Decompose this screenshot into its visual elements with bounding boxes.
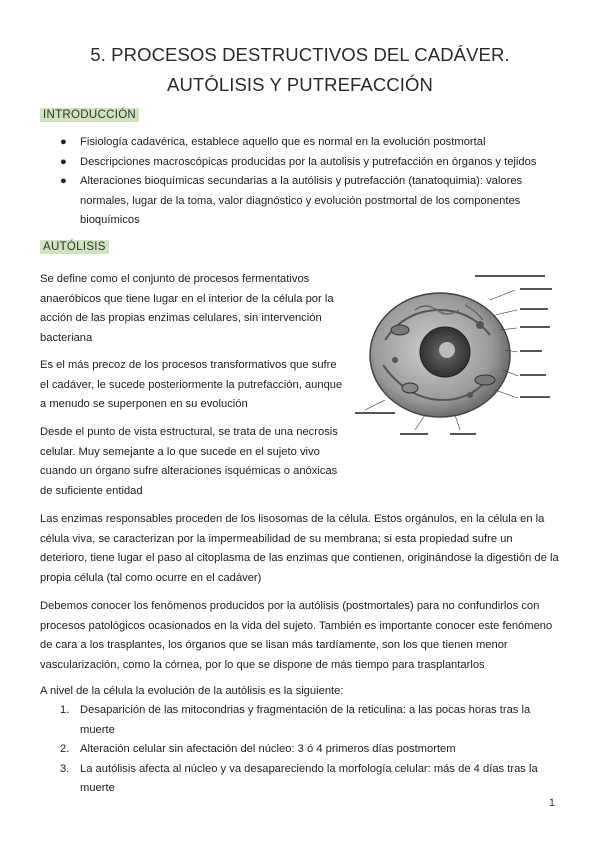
- paragraph: Desde el punto de vista estructural, se trata de una necrosis celular. Muy semejante a lo que sucede en el sujeto vivo cuando un órgano sufre alteraciones isquémicas o anóxicas de suficiente entidad: [40, 426, 338, 497]
- bullet-icon: ●: [60, 136, 67, 148]
- list-item: [40, 133, 560, 153]
- paragraph: A nivel de la célula la evolución de la autólisis es la siguiente:: [40, 685, 344, 697]
- list-item-text: Desaparición de las mitocondrias y fragmentación de la reticulina: a las pocas horas tras la muerte: [80, 704, 531, 736]
- list-item: [40, 701, 560, 740]
- cell-diagram-image: [355, 270, 560, 445]
- list-item: [40, 740, 560, 760]
- section-heading-autolisis: AUTÓLISIS: [40, 240, 109, 254]
- bullet-icon: ●: [60, 175, 67, 187]
- bullet-icon: ●: [60, 155, 67, 168]
- list-number: 3.: [60, 762, 70, 775]
- list-number: 2.: [60, 743, 70, 755]
- list-item-text: Alteración celular sin afectación del núcleo: 3 ó 4 primeros días postmortem: [80, 743, 456, 755]
- bullet-text: Alteraciones bioquímicas secundarias a la autólisis y putrefacción (tanatoquimia): valores normales, lugar de la toma, valor diagnóstico y evolución postmortal de los componentes bioquímicos: [80, 175, 523, 226]
- bullet-text: Descripciones macroscópicas producidas por la autolisis y putrefacción en órganos y tejidos: [80, 155, 537, 168]
- autolisis-steps-list: [40, 701, 560, 799]
- list-item-text: La autólisis afecta al núcleo y va desapareciendo la morfología celular: más de 4 días tras la muerte: [80, 762, 538, 794]
- paragraph: Se define como el conjunto de procesos fermentativos anaeróbicos que tiene lugar en el interior de la célula por la acción de las propias enzimas celulares, sin intervención bacteriana: [40, 273, 334, 344]
- paragraph: Las enzimas responsables proceden de los lisosomas de la célula. Estos orgánulos, en la célula en la célula viva, se caracterizan por la impermeabilidad de su membrana; si esta propiedad sufre un deterioro, tiene lugar el paso al citoplasma de las enzimas que contienen, originándose la digestión de la propia célula (tal como ocurre en el cadáver): [40, 513, 559, 584]
- list-item: [40, 153, 560, 173]
- paragraph: Debemos conocer los fenómenos producidos por la autólisis (postmortales) para no confundirlos con procesos patológicos ocasionados en la vida del sujeto. También es importante conocer este fenómeno de cara a los trasplantes, los órganos que se lisan más tardíamente, son los que tienen menor vascularización, como la córnea, por lo que se dispone de más tiempo para trasplantarlos: [40, 600, 553, 671]
- page-title: 5. PROCESOS DESTRUCTIVOS DEL CADÁVER. AUTÓLISIS Y PUTREFACCIÓN: [90, 44, 510, 95]
- list-item: [40, 172, 560, 231]
- list-item: [40, 760, 560, 799]
- paragraph: Es el más precoz de los procesos transformativos que sufre el cadáver, le sucede posteriormente la putrefacción, aunque a menudo se superponen en su evolución: [40, 359, 343, 410]
- page-number: 1: [548, 797, 555, 809]
- section-heading-introduccion: INTRODUCCIÓN: [40, 108, 139, 122]
- intro-bullet-list: [40, 133, 560, 231]
- bullet-text: Fisiología cadavérica, establece aquello que es normal en la evolución postmortal: [80, 136, 486, 148]
- list-number: 1.: [60, 704, 70, 716]
